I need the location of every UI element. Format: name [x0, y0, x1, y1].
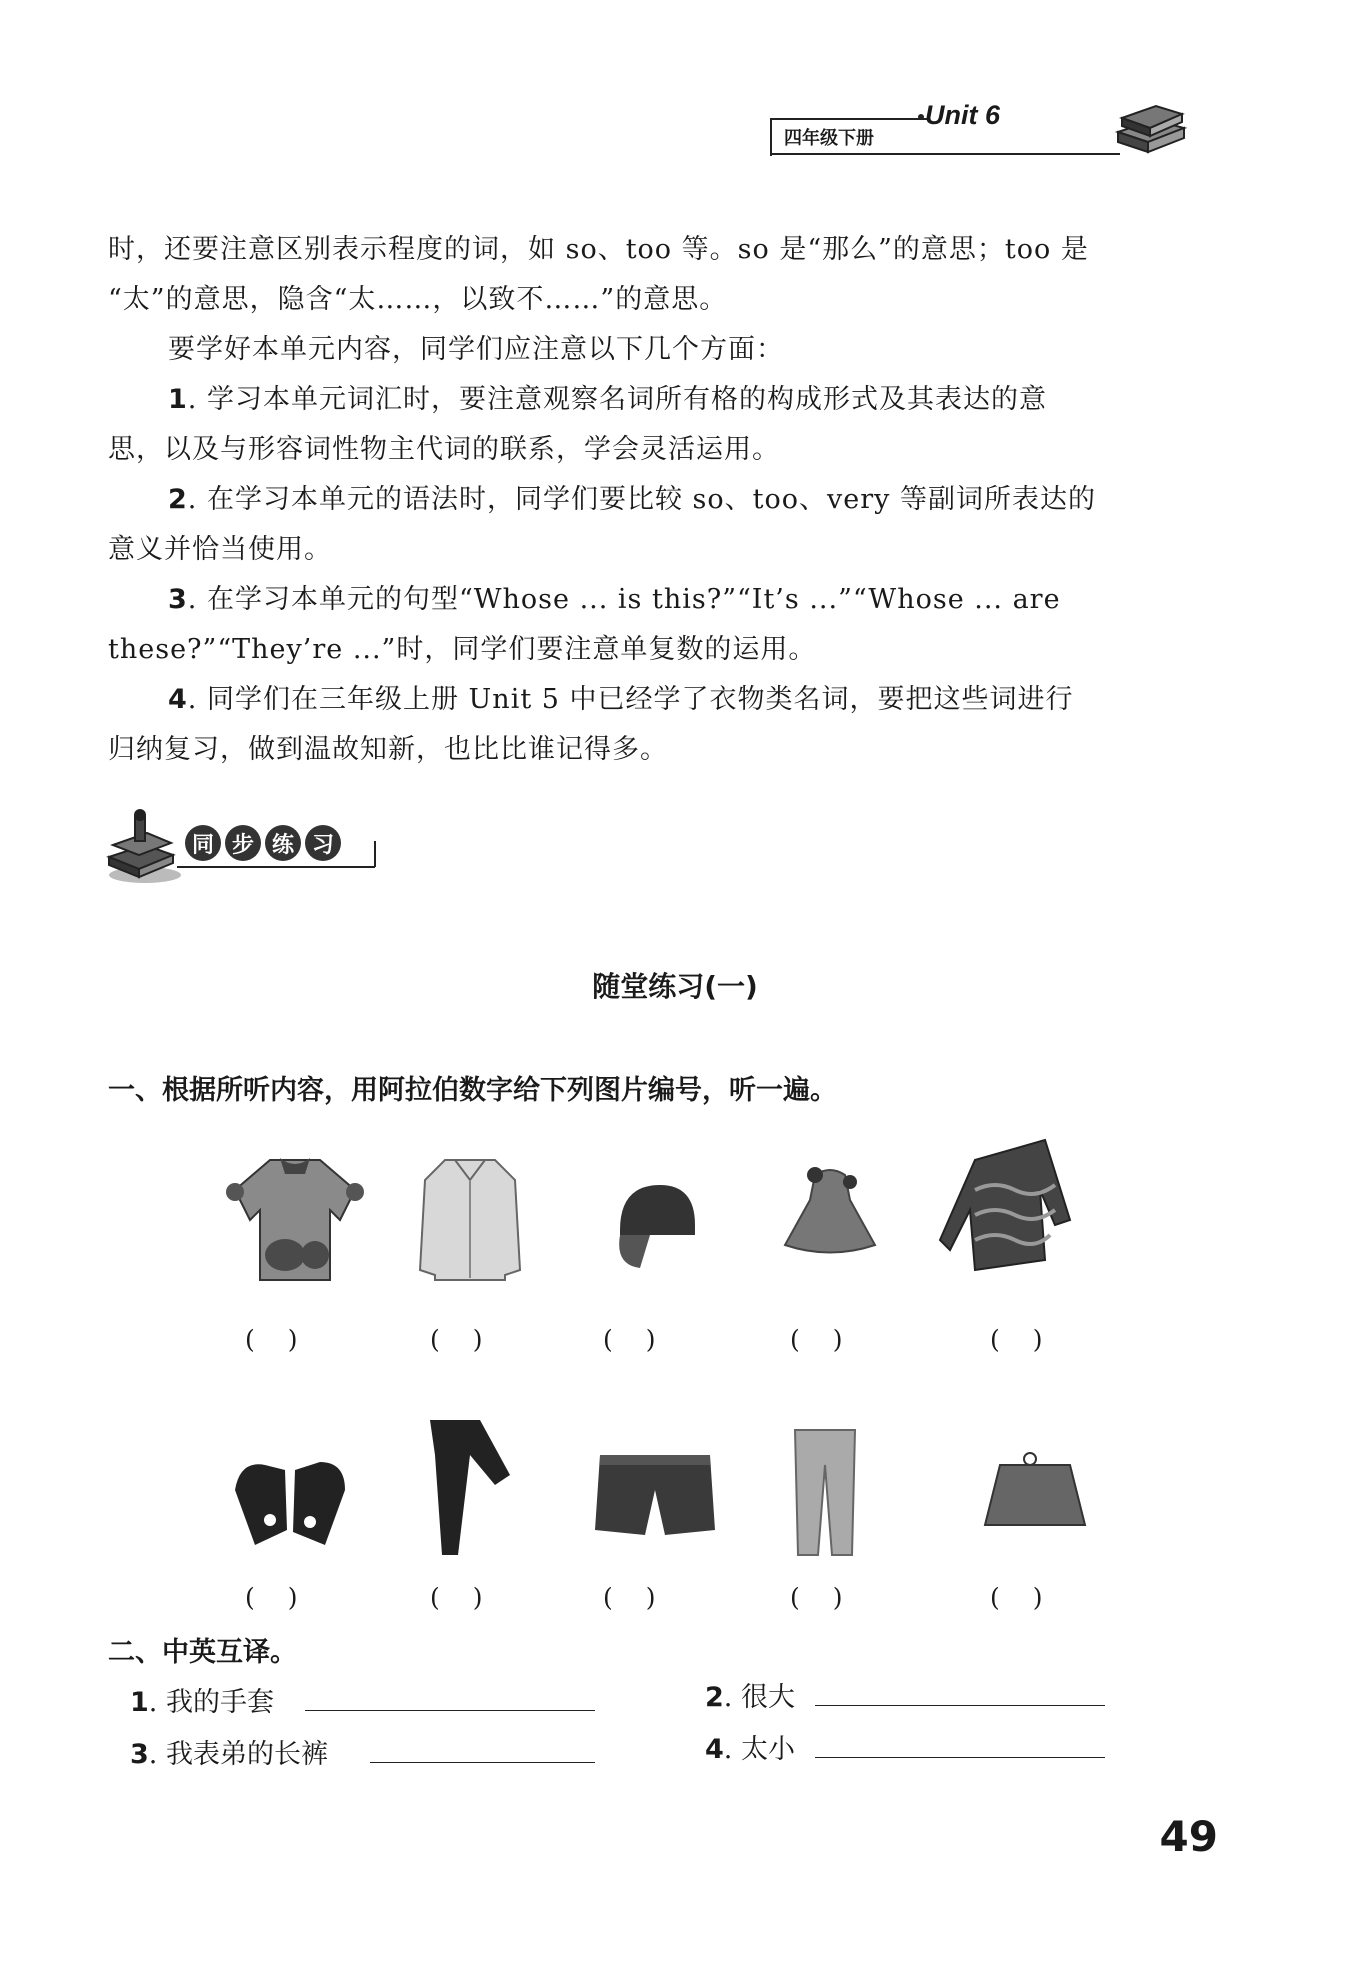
header-grade: 四年级下册 [784, 128, 874, 148]
gloves-icon [225, 1450, 355, 1550]
point-4-line-a [168, 675, 1074, 725]
banner-title [185, 825, 341, 861]
cap-icon [600, 1170, 710, 1280]
item-2-text: . 很大 [723, 1682, 795, 1713]
point-1-line-a [168, 375, 1047, 425]
point-4-text-a: . 同学们在三年级上册 Unit 5 中已经学了衣物类名词，要把这些词进行 [187, 684, 1074, 715]
item-3-number: 3 [130, 1739, 149, 1770]
intro-line-3: 要学好本单元内容，同学们应注意以下几个方面： [168, 334, 784, 365]
point-2-text-b: 意义并恰当使用。 [108, 534, 332, 565]
point-2-number: 2 [168, 484, 188, 515]
banner-char-4: 习 [305, 825, 341, 861]
translation-item-2 [705, 1675, 795, 1714]
sweater-icon [935, 1120, 1085, 1280]
banner-char-1: 同 [185, 825, 221, 861]
answer-blank[interactable]: ( ) [245, 1325, 298, 1354]
shorts-icon [590, 1445, 720, 1545]
dress-icon [770, 1160, 890, 1270]
item-1-number: 1 [130, 1687, 149, 1718]
answer-blank[interactable]: ( ) [790, 1583, 843, 1612]
answer-blank[interactable]: ( ) [430, 1583, 483, 1612]
answer-line-3[interactable] [370, 1762, 595, 1763]
point-2-text-a: . 在学习本单元的语法时，同学们要比较 so、too、very 等副词所表达的 [187, 484, 1096, 515]
jacket-icon [410, 1150, 530, 1290]
answer-line-1[interactable] [305, 1710, 595, 1711]
item-3-text: . 我表弟的长裤 [148, 1739, 328, 1770]
answer-blank[interactable]: ( ) [603, 1583, 656, 1612]
point-1-number: 1 [168, 384, 188, 415]
point-2-line-a [168, 475, 1096, 525]
answer-line-2[interactable] [815, 1705, 1105, 1706]
point-1-text-b: 思，以及与形容词性物主代词的联系，学会灵活运用。 [108, 434, 780, 465]
answer-line-4[interactable] [815, 1757, 1105, 1758]
question-2-title: 二、中英互译。 [108, 1637, 297, 1668]
answer-blank[interactable]: ( ) [790, 1325, 843, 1354]
pants-icon [420, 1415, 520, 1565]
point-4-number: 4 [168, 684, 188, 715]
item-1-text: . 我的手套 [148, 1687, 274, 1718]
sync-practice-banner [105, 805, 377, 885]
translation-item-1 [130, 1680, 274, 1719]
answer-blank[interactable]: ( ) [603, 1325, 656, 1354]
jeans-icon [780, 1425, 870, 1565]
banner-char-3: 练 [265, 825, 301, 861]
intro-line-1: 时，还要注意区别表示程度的词，如 so、too 等。so 是“那么”的意思；too 是 [108, 234, 1089, 265]
page-number: 49 [1159, 1812, 1218, 1861]
point-3-text-a: . 在学习本单元的句型“Whose ... is this?”“It’s ...”“Whose ... are [187, 584, 1061, 615]
translation-item-4 [705, 1727, 795, 1766]
answer-blank[interactable]: ( ) [430, 1325, 483, 1354]
item-4-text: . 太小 [723, 1734, 795, 1765]
section-title: 随堂练习(一) [592, 970, 758, 1003]
intro-line-2: “太”的意思，隐含“太……，以致不……”的意思。 [108, 284, 728, 315]
answer-blank[interactable]: ( ) [245, 1583, 298, 1612]
header-rule [770, 153, 1120, 155]
question-1-title: 一、根据所听内容，用阿拉伯数字给下列图片编号，听一遍。 [108, 1075, 837, 1106]
skirt-icon [975, 1445, 1095, 1545]
point-3-text-b: these?”“They’re ...”时，同学们要注意单复数的运用。 [108, 634, 817, 665]
answer-blank[interactable]: ( ) [990, 1583, 1043, 1612]
coat-icon [215, 1150, 375, 1290]
translation-item-3 [130, 1732, 328, 1771]
item-2-number: 2 [705, 1682, 724, 1713]
books-icon [1110, 92, 1190, 157]
answer-blank[interactable]: ( ) [990, 1325, 1043, 1354]
point-3-line-a [168, 575, 1061, 625]
item-4-number: 4 [705, 1734, 724, 1765]
point-1-text-a: . 学习本单元词汇时，要注意观察名词所有格的构成形式及其表达的意 [187, 384, 1047, 415]
point-4-text-b: 归纳复习，做到温故知新，也比比谁记得多。 [108, 734, 668, 765]
point-3-number: 3 [168, 584, 188, 615]
banner-char-2: 步 [225, 825, 261, 861]
header-unit: Unit 6 [925, 100, 1001, 130]
